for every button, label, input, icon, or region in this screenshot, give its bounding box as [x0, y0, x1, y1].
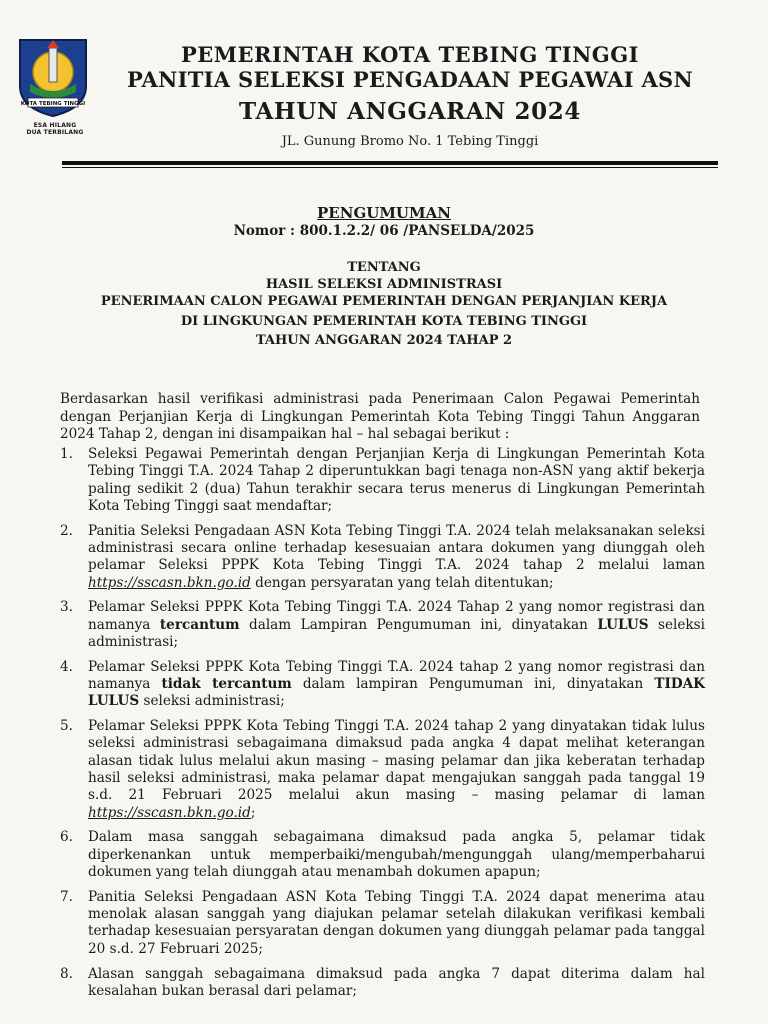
item-text-part: seleksi administrasi;: [88, 616, 705, 650]
item-number: 3.: [60, 599, 73, 616]
emphasis-listed: tercantum: [159, 616, 240, 633]
city-logo: [16, 36, 94, 138]
item-number: 1.: [60, 446, 73, 462]
letterhead-government: PEMERINTAH KOTA TEBING TINGGI: [181, 42, 639, 67]
item-text: Panitia Seleksi Pengadaan ASN Kota Tebing Tinggi T.A. 2024 dapat menerima atau menolak alasan sanggah yang diajukan pelamar setelah dilakukan verifikasi kembali terhadap kesesuaian persyaratan dengan dokumen yang diunggah pelamar pada tanggal 20 s.d. 27 Februari 2025;: [88, 888, 705, 957]
letterhead-divider-thick: [62, 161, 718, 165]
item-number: 7.: [60, 888, 73, 905]
item-text-part: Pelamar Seleksi PPPK Kota Tebing Tinggi T.A. 2024 tahap 2 yang dinyatakan tidak lulus seleksi administrasi sebagaimana dimaksud pada angka 4 dapat melihat keterangan alasan tidak lulus melalui akun masing – masing pelamar dan jika keberatan terhadap hasil seleksi administrasi, maka pelamar dapat mengajukan sanggah pada tanggal 19 s.d. 21 Februari 2025 melalui akun masing – masing pelamar di laman: [88, 718, 705, 804]
item-text-part: seleksi administrasi;: [139, 693, 285, 710]
logo-motto-2: DUA TERBILANG: [26, 129, 84, 136]
item-text: [88, 523, 705, 592]
list-item: [60, 829, 705, 881]
sscasn-link[interactable]: https://sscasn.bkn.go.id: [88, 804, 251, 821]
list-item: [60, 718, 705, 822]
item-text-part: dalam lampiran Pengumuman ini, dinyatakan: [291, 676, 655, 693]
list-item: [60, 446, 705, 515]
item-text: [88, 718, 705, 822]
item-number: 4.: [60, 658, 73, 675]
item-number: 2.: [60, 522, 73, 539]
intro-paragraph: Berdasarkan hasil verifikasi administrasi pada Penerimaan Calon Pegawai Pemerintah dengan Perjanjian Kerja di Lingkungan Pemerintah Kota Tebing Tinggi Tahun Anggaran 2024 Tahap 2, dengan ini disampaikan hal – hal sebagai berikut :: [60, 391, 700, 442]
item-text-part: Pelamar Seleksi PPPK Kota Tebing Tinggi T.A. 2024 Tahap 2 yang nomor registrasi dan namanya: [88, 599, 705, 633]
subject-line-2: PENERIMAAN CALON PEGAWAI PEMERINTAH DENGAN PERJANJIAN KERJA: [100, 294, 668, 309]
item-number: 6.: [60, 829, 73, 846]
letterhead-year: TAHUN ANGGARAN 2024: [239, 98, 581, 125]
subject-line-1: HASIL SELEKSI ADMINISTRASI: [265, 277, 503, 292]
document-heading: PENGUMUMAN: [317, 204, 451, 222]
list-item: [60, 659, 705, 711]
item-text-part: dengan persyaratan yang telah ditentukan;: [250, 574, 554, 591]
item-text-part: Panitia Seleksi Pengadaan ASN Kota Tebing Tinggi T.A. 2024 telah melaksanakan seleksi administrasi secara online terhadap kesesuaian antara dokumen yang diunggah oleh pelamar Seleksi PPPK Kota Tebing Tinggi T.A. 2024 tahap 2 melalui laman: [88, 522, 705, 574]
emphasis-pass: LULUS: [597, 616, 649, 633]
item-number: 8.: [60, 965, 73, 982]
list-item: [60, 523, 705, 592]
item-number: 5.: [60, 718, 73, 735]
logo-motto-1: ESA HILANG: [33, 122, 77, 129]
list-item: [60, 599, 705, 651]
logo-banner-text: KOTA TEBING TINGGI: [20, 101, 86, 107]
about-label: TENTANG: [347, 260, 421, 275]
item-text: Alasan sanggah sebagaimana dimaksud pada angka 7 dapat diterima dalam hal kesalahan bukan berasal dari pelamar;: [88, 965, 705, 999]
item-text-part: dalam Lampiran Pengumuman ini, dinyatakan: [239, 616, 598, 633]
item-text: [88, 599, 705, 651]
letterhead-divider-thin: [62, 167, 718, 168]
announcement-list: [60, 446, 705, 1008]
letterhead-address: JL. Gunung Bromo No. 1 Tebing Tinggi: [281, 134, 539, 149]
item-text: Seleksi Pegawai Pemerintah dengan Perjanjian Kerja di Lingkungan Pemerintah Kota Tebing Tinggi T.A. 2024 Tahap 2 diperuntukkan bagi tenaga non-ASN yang aktif bekerja paling sedikit 2 (dua) Tahun terakhir secara terus menerus di Lingkungan Pemerintah Kota Tebing Tinggi saat mendaftar;: [88, 446, 705, 514]
subject-line-3: DI LINGKUNGAN PEMERINTAH KOTA TEBING TINGGI: [180, 314, 588, 329]
document-number: Nomor : 800.1.2.2/ 06 /PANSELDA/2025: [233, 223, 535, 239]
subject-line-4: TAHUN ANGGARAN 2024 TAHAP 2: [255, 333, 513, 348]
item-text-part: ;: [250, 804, 256, 821]
list-item: [60, 889, 705, 958]
letterhead-committee: PANITIA SELEKSI PENGADAAN PEGAWAI ASN: [126, 67, 694, 92]
item-text-part: Pelamar Seleksi PPPK Kota Tebing Tinggi T.A. 2024 tahap 2 yang nomor registrasi dan namanya: [88, 658, 705, 693]
emphasis-not-listed: tidak tercantum: [161, 676, 292, 693]
emphasis-fail: TIDAK LULUS: [88, 676, 705, 710]
item-text: Dalam masa sanggah sebagaimana dimaksud pada angka 5, pelamar tidak diperkenankan untuk memperbaiki/mengubah/mengunggah ulang/memperbaharui dokumen yang telah diunggah atau menambah dokumen apapun;: [88, 829, 705, 881]
item-text: [88, 659, 705, 711]
shield-emblem-icon: [16, 36, 90, 118]
sscasn-link[interactable]: https://sscasn.bkn.go.id: [88, 574, 251, 591]
list-item: [60, 966, 705, 1001]
